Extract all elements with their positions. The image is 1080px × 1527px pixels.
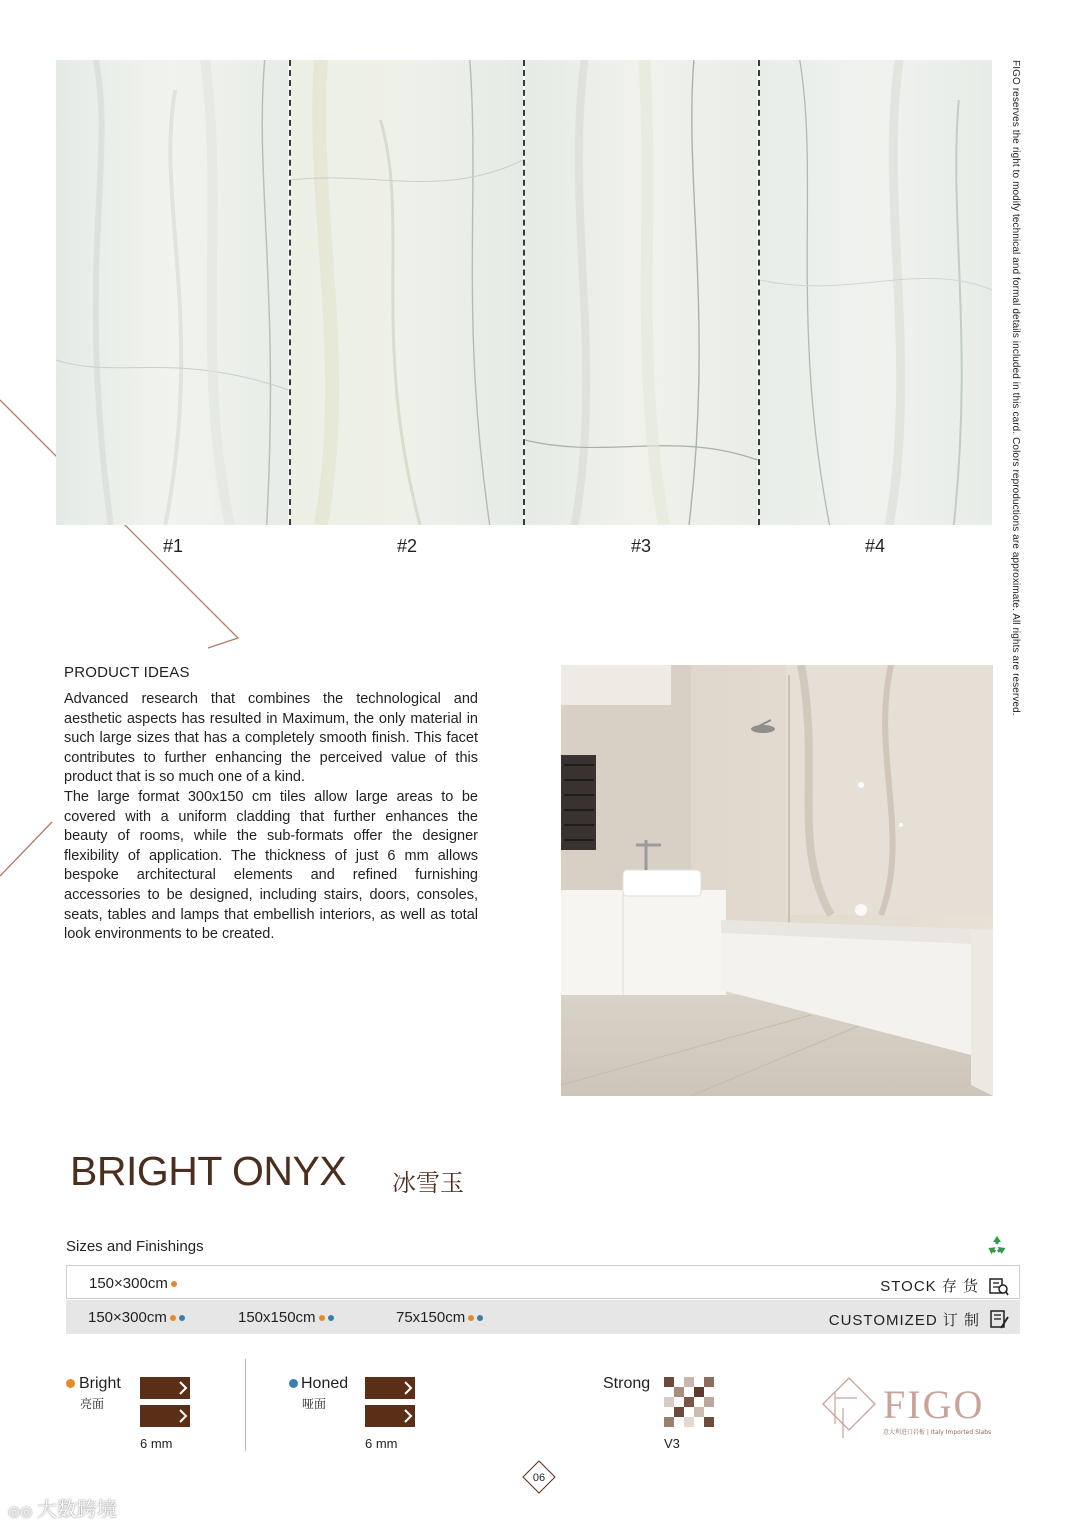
bright-dot [170,1315,176,1321]
customized-label: CUSTOMIZED 订 制 [828,1311,980,1329]
slab-strip [56,60,992,525]
bright-dot [171,1281,177,1287]
warehouse-icon [987,1274,1009,1296]
variation-label: Strong [603,1375,651,1392]
product-name: BRIGHT ONYX [70,1148,347,1194]
stock-size [89,1275,177,1292]
stock-size-label: 150×300cm [89,1275,168,1292]
variation-code: V3 [664,1436,680,1451]
stock-label: STOCK 存 货 [880,1277,979,1295]
bright-finish-label-cn: 亮面 [80,1397,105,1411]
honed-finish-label: Honed [301,1375,349,1392]
logo-tagline: 意大利进口岩板 | Italy Imported Slabs [883,1429,992,1436]
honed-dot [179,1315,185,1321]
custom-size-3 [396,1309,483,1326]
watermark-logo-icon: ◎◎ [8,1504,37,1520]
recycle-icon [985,1233,1009,1257]
custom-size-1-label: 150×300cm [88,1309,167,1326]
product-name-cn: 冰雪玉 [392,1169,464,1197]
product-ideas-text [64,690,478,945]
watermark-text: 大数跨境 [36,1497,117,1521]
honed-thickness: 6 mm [365,1436,398,1451]
custom-size-1 [88,1309,185,1326]
slab-4 [758,60,993,525]
slab-label-2: #2 [396,536,418,556]
divider [245,1359,246,1451]
slab-label-4: #4 [864,536,886,556]
page-number-badge [522,1460,556,1494]
stock-row [66,1265,1020,1299]
bright-dot [319,1315,325,1321]
bright-thickness-icon [140,1377,190,1427]
bright-finish-dot [66,1379,75,1388]
custom-size-2-label: 150x150cm [238,1309,316,1326]
product-ideas-title: PRODUCT IDEAS [64,664,190,681]
figo-logo-mark [813,1368,1018,1458]
slab-1 [56,60,289,525]
logo-text: FIGO [883,1382,985,1427]
slab-2 [289,60,524,525]
honed-finish-dot [289,1379,298,1388]
honed-dot [328,1315,334,1321]
honed-dot [477,1315,483,1321]
bright-dot [468,1315,474,1321]
slab-label-3: #3 [630,536,652,556]
rights-note: FIGO reserves the right to modify technical and formal details included in this card. Colors reproductions are approximate. All rights are reserved. [1010,60,1021,716]
edit-document-icon [988,1308,1010,1330]
bright-thickness: 6 mm [140,1436,173,1451]
bathroom-photo [561,665,993,1096]
page-number: 06 [532,1472,546,1484]
product-ideas-paragraph-2: The large format 300x150 cm tiles allow large areas to be covered with a uniform cladding that further enhances the beauty of rooms, while the sub-formats offer the designer flexibility of application. The thickness of just 6 mm allows bespoke architectural elements and refined furnishing accessories to be designed, including stairs, doors, consoles, seats, tables and lamps that embellish interiors, as well as total look environments to be created. [64,788,478,943]
slab-3 [523,60,758,525]
figo-logo [813,1368,1018,1458]
custom-size-2 [238,1309,334,1326]
variation-grid-icon [664,1377,714,1427]
custom-size-3-label: 75x150cm [396,1309,466,1326]
product-ideas-paragraph-1: Advanced research that combines the technological and aesthetic aspects has resulted in Maximum, the only material in such large sizes that has a completely smooth finish. This facet contributes to further enhancing the perceived value of this product that is so much one of a kind. [64,691,478,786]
honed-finish-label-cn: 哑面 [302,1397,327,1411]
bright-finish-label: Bright [79,1375,121,1392]
watermark [8,1493,117,1522]
honed-thickness-icon [365,1377,415,1427]
customized-row [66,1300,1020,1334]
stock-label-group [880,1274,1009,1296]
slab-label-1: #1 [162,536,184,556]
sizes-title: Sizes and Finishings [66,1238,204,1255]
customized-label-group [829,1308,1010,1330]
